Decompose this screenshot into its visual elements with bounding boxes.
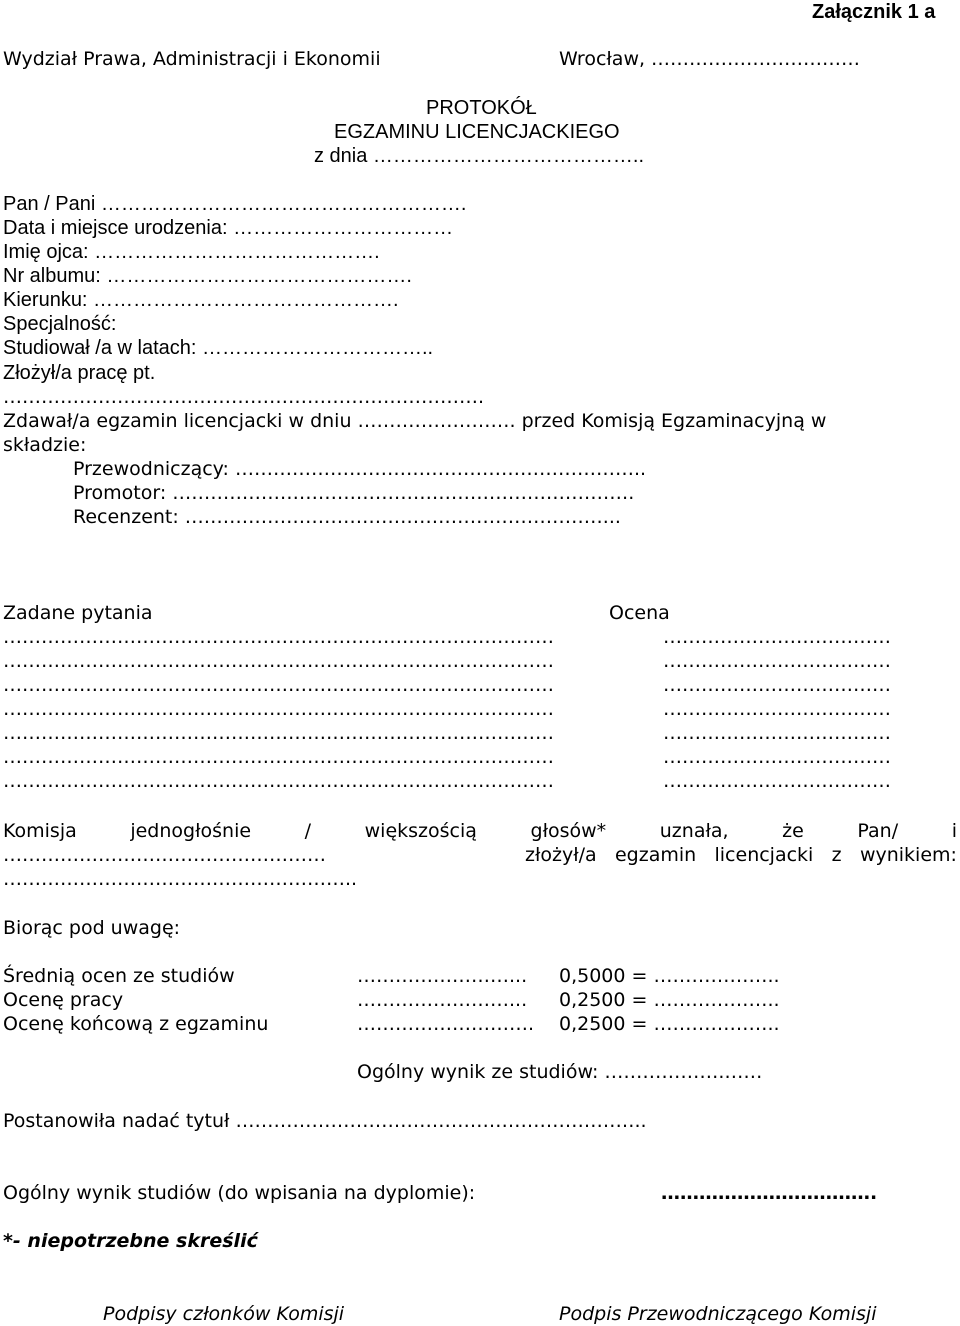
exam-title: EGZAMINU LICENCJACKIEGO: [334, 121, 620, 143]
calc-formula-average: 0,5000 = ………………..: [559, 965, 780, 987]
birth-line: Data i miejsce urodzenia: ……………………………: [3, 217, 454, 239]
calc-formula-exam: 0,2500 = ………………..: [559, 1013, 780, 1035]
questions-header: Zadane pytania: [3, 602, 153, 624]
album-number-line: Nr albumu: ……………………………………….: [3, 265, 412, 287]
decision-result-dots: ………………………………………………..: [3, 868, 358, 890]
question-dots: ……………………………………………………………………………: [3, 674, 554, 696]
protocol-title: PROTOKÓŁ: [426, 97, 537, 119]
decision-word: złożył/a: [525, 844, 597, 866]
calc-value-thesis: ……………………...: [357, 989, 528, 1011]
question-dots: ……………………………………………………………………………: [3, 746, 554, 768]
calc-formula-thesis: 0,2500 = ………………..: [559, 989, 780, 1011]
field-of-study-line: Kierunku: ……………………………………….: [3, 289, 399, 311]
decision-name-dots: ……………………………………………: [3, 844, 326, 866]
exam-day-line: Zdawał/a egzamin licencjacki w dniu ……………………. przed Komisją Egzaminacyjną w: [3, 410, 827, 432]
decision-line-2: [525, 843, 957, 867]
grade-dots: ………………………………: [663, 698, 891, 720]
considering-label: Biorąc pod uwagę:: [3, 917, 181, 939]
chairman-signature-label: Podpis Przewodniczącego Komisji: [559, 1303, 877, 1325]
diploma-result-label: Ogólny wynik studiów (do wpisania na dyplomie):: [3, 1182, 476, 1204]
grade-dots: ………………………………: [663, 626, 891, 648]
reviewer-line: Recenzent: …………………………………………………………...: [73, 506, 621, 528]
father-name-line: Imię ojca: …………………………………….: [3, 241, 380, 263]
decision-word: że: [782, 820, 804, 842]
decision-word: głosów*: [530, 820, 607, 842]
decision-word: większością: [364, 820, 477, 842]
calc-label-average: Średnią ocen ze studiów: [3, 965, 235, 987]
diploma-result-dots: …………………………….: [661, 1182, 878, 1204]
committee-signatures-label: Podpisy członków Komisji: [103, 1303, 345, 1325]
decision-word: i: [951, 820, 957, 842]
question-dots: ……………………………………………………………………………: [3, 650, 554, 672]
grade-header: Ocena: [609, 602, 670, 624]
attachment-label: Załącznik 1 a: [812, 1, 936, 23]
decision-word: licencjacki: [714, 844, 814, 866]
calc-label-thesis: Ocenę pracy: [3, 989, 124, 1011]
thesis-title-dots: ………………………………………………………………….: [3, 386, 485, 408]
grade-dots: ………………………………: [663, 770, 891, 792]
promoter-line: Promotor: ……………………………………………………………….: [73, 482, 635, 504]
overall-result-line: Ogólny wynik ze studiów: ……………….……: [357, 1061, 763, 1083]
question-dots: ……………………………………………………………………………: [3, 626, 554, 648]
chairman-line: Przewodniczący: ………………………………………………………..: [73, 458, 647, 480]
grade-dots: ………………………………: [663, 674, 891, 696]
calc-value-average: ……………………...: [357, 965, 528, 987]
exam-date: z dnia …………………………………..: [314, 145, 645, 167]
decision-word: z: [831, 844, 842, 866]
calc-value-exam: ……………………….: [357, 1013, 535, 1035]
study-years-line: Studiował /a w latach: ……………………………..: [3, 337, 434, 359]
faculty-name: Wydział Prawa, Administracji i Ekonomii: [3, 48, 381, 70]
decision-word: uznała,: [659, 820, 729, 842]
specialty-line: Specjalność:: [3, 313, 117, 335]
composition-label: składzie:: [3, 434, 87, 456]
decision-word: wynikiem:: [859, 844, 957, 866]
title-awarded-line: Postanowiła nadać tytuł ………………………………………………………..: [3, 1110, 647, 1132]
grade-dots: ………………………………: [663, 650, 891, 672]
grade-dots: ………………………………: [663, 746, 891, 768]
thesis-title-label: Złożył/a pracę pt.: [3, 362, 156, 384]
calc-label-exam: Ocenę końcową z egzaminu: [3, 1013, 269, 1035]
question-dots: ……………………………………………………………………………: [3, 722, 554, 744]
grade-dots: ………………………………: [663, 722, 891, 744]
footnote: *- niepotrzebne skreślić: [3, 1230, 258, 1252]
city-date: Wrocław, ……………………………: [559, 48, 861, 70]
question-dots: ……………………………………………………………………………: [3, 770, 554, 792]
decision-word: Komisja: [3, 820, 77, 842]
decision-word: jednogłośnie: [130, 820, 252, 842]
decision-word: Pan/: [857, 820, 899, 842]
decision-line-1: [3, 819, 957, 843]
decision-word: /: [304, 820, 312, 842]
question-dots: ……………………………………………………………………………: [3, 698, 554, 720]
decision-word: egzamin: [614, 844, 697, 866]
student-name-line: Pan / Pani ……………………………………………….: [3, 193, 467, 215]
